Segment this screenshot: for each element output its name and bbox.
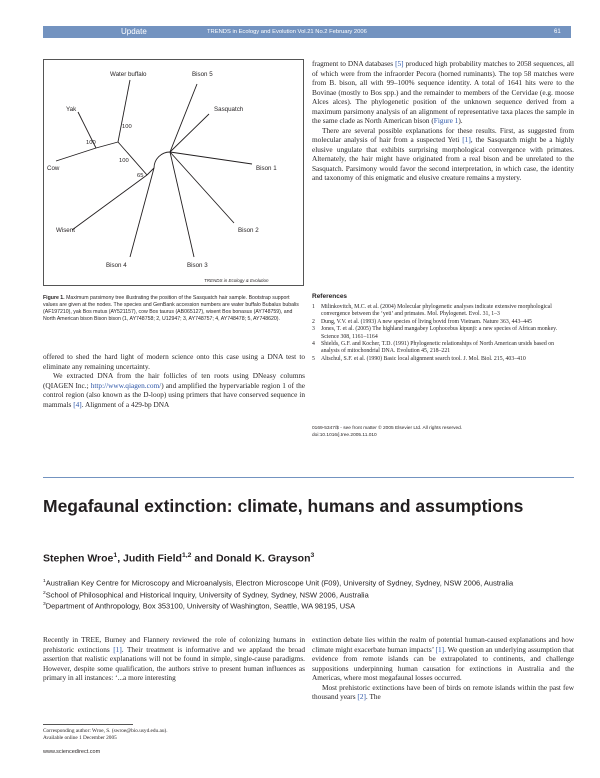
paragraph: There are several possible explanations for these results. First, as suggested from molecular analysis of hair from a suspected Yeti [1], the Sasquatch might be a highly elusive ungulate that exhibits surprising morphological convergence with primates. Alternately, the hair might have originated from a real bison and be unrelated to the Sasquatch. Parsimony would favor the second interpretation, in which case, the identity and taxonomy of this enigmatic and elusive creature remains a mystery. xyxy=(312,125,574,182)
article-body-left xyxy=(43,635,305,683)
footnote-divider xyxy=(43,724,133,725)
figure-credit: TRENDS in Ecology & Evolution xyxy=(204,278,269,283)
qiagen-link[interactable]: http://www.qiagen.com/ xyxy=(90,380,162,390)
affiliation: $^3$Department of Anthropology, Box 353100, University of Washington, Seattle, WA 98195, USA xyxy=(43,601,356,611)
affiliation: $^1$Australian Key Centre for Microscopy and Microanalysis, Electron Microscope Unit (F09), University of Sydney, Sydney, NSW 2006, Australia xyxy=(43,578,514,588)
paragraph: Recently in TREE, Burney and Flannery reviewed the role of colonizing humans in prehistoric extinctions [1]. Their treatment is informative and we applaud the broad assertion that realistic explanations will not be found in simple, single-cause paradigms. However, despite some qualification, the authors strive to present human influences as primary in all instances: ‘...a more interesting xyxy=(43,635,305,682)
label-bison-5: Bison 5 xyxy=(192,71,213,78)
paragraph: We extracted DNA from the hair follicles of ten roots using DNeasy columns (QIAGEN Inc.; http://www.qiagen.com/) and amplified the hypervariable region 1 of the control region (also known as the D-loop) using primers that have conserved sequence in mammals [4]. Alignment of a 429-bp DNA xyxy=(43,371,305,409)
citation-link[interactable]: [1] xyxy=(435,644,445,654)
left-column-text xyxy=(43,352,305,409)
label-bison-3: Bison 3 xyxy=(187,262,208,269)
citation-link[interactable]: [1] xyxy=(462,135,471,144)
figure-caption: Figure 1. Maximum parsimony tree illustrating the position of the Sasquatch hair sample. Bootstrap support values are given at the nodes. The species and GenBank accession numbers are water buffalo Bubalus bubalis (AF197210), yak Bos mutus (AY521157), cow Bos taurus (AB065127), wisent Bos bonasus (AY748759), and North American bison Bison bison (1, AY748758; 2, U12947; 3, AY748757; 4, AY748478; 5, AY748620). xyxy=(43,295,299,322)
label-bison-4: Bison 4 xyxy=(106,262,127,269)
citation-link[interactable]: [5] xyxy=(395,59,404,68)
reference-item: 4 Shields, G.F. and Kocher, T.D. (1991) Phylogenetic relationships of North American ursids based on analysis of mitochondrial DNA. Evolution 45, 218–221 xyxy=(312,341,555,355)
reference-item: 1 Milinkovitch, M.C. et al. (2004) Molecular phylogenetic analyses indicate extensive morphological convergence between the ‘yeti’ and primates. Mol. Phylogenet. Evol. 31, 1–3 xyxy=(312,304,552,318)
correspondence-note: Corresponding author: Wroe, S. (swroe@bio.usyd.edu.au). Available online 1 December 2005 xyxy=(43,728,168,741)
references-list xyxy=(312,304,574,363)
label-sasquatch: Sasquatch xyxy=(214,106,244,113)
bootstrap-value: 100 xyxy=(122,124,132,130)
phylogenetic-tree xyxy=(44,60,305,287)
affiliation: $^2$School of Philosophical and Historical Inquiry, University of Sydney, Sydney, NSW 2006, Australia xyxy=(43,590,369,599)
figure-1-box xyxy=(43,59,304,286)
label-wisent: Wisent xyxy=(56,227,75,234)
bootstrap-value: 100 xyxy=(86,140,96,146)
journal-info: TRENDS in Ecology and Evolution Vol.21 No.2 February 2006 xyxy=(207,29,367,35)
paragraph: fragment to DNA databases [5] produced high probability matches to 2058 sequences, all of which were from the infraorder Pecora (horned ruminants). The top 58 matches were from B. bison, all with 99–100% sequence identity. A total of 1641 hits were to the Bovinae (mostly to Bos spp.) and the remainder to members of the Cervidae (e.g. moose Alces alces). The phylogenetic position of the unknown sequence derived from a maximum parsimony analysis of an alignment of representative taxa places the sample in the same clade as North American bison (Figure 1). xyxy=(312,59,574,125)
label-yak: Yak xyxy=(66,106,77,113)
figure-link[interactable]: Figure 1 xyxy=(433,116,459,125)
paragraph: extinction debate lies within the realm of potential human-caused explanations and how climate might exacerbate human impacts’ [1]. We question an underlying assumption that evidence from remote islands can be extrapolated to continents, and challenge suppositions underpinning human causation for extinctions in Australia and the Americas, where most megafaunal losses occurred. xyxy=(312,635,574,682)
paragraph: offered to shed the hard light of modern science onto this case using a DNA test to eliminate any remaining uncertainty. xyxy=(43,352,305,371)
label-cow: Cow xyxy=(47,165,60,172)
label-bison-1: Bison 1 xyxy=(256,165,277,172)
bootstrap-value: 65 xyxy=(137,173,144,179)
label-bison-2: Bison 2 xyxy=(238,227,259,234)
paragraph: Most prehistoric extinctions have been of birds on remote islands within the past few thousand years [2]. The xyxy=(312,682,574,701)
bootstrap-value: 100 xyxy=(119,158,129,164)
reference-item: 3 Jones, T. et al. (2005) The highland mangabey Lophocebus kipunji: a new species of African monkey. Science 308, 1161–1164 xyxy=(312,326,558,340)
doi-block: 0169-5347/$ - see front matter © 2005 Elsevier Ltd. All rights reserved. doi:10.1016/j.tree.2005.11.010 xyxy=(312,426,463,438)
reference-item: 2 Dung, V.V. et al. (1993) A new species of living bovid from Vietnam. Nature 363, 443–445 xyxy=(312,318,532,325)
article-body-right xyxy=(312,635,574,702)
author-list: Stephen Wroe$^1$, Judith Field$^{1,2}$ and Donald K. Grayson$^3$ xyxy=(43,552,315,565)
section-label: Update xyxy=(121,26,179,38)
citation-link[interactable]: [4] xyxy=(73,399,82,409)
right-column-text xyxy=(312,59,574,183)
reference-item: 5 Altschul, S.F. et al. (1990) Basic local alignment search tool. J. Mol. Biol. 215, 403–410 xyxy=(312,355,526,362)
references-heading: References xyxy=(312,293,348,300)
citation-link[interactable]: [1] xyxy=(113,644,122,654)
label-water-buffalo: Water buffalo xyxy=(110,71,147,78)
section-divider xyxy=(43,477,574,478)
article-title: Megafaunal extinction: climate, humans and assumptions xyxy=(43,496,524,516)
affiliations xyxy=(43,577,574,612)
footer-url[interactable]: www.sciencedirect.com xyxy=(43,749,101,755)
citation-link[interactable]: [2] xyxy=(357,692,366,701)
page-number: 61 xyxy=(554,29,561,35)
